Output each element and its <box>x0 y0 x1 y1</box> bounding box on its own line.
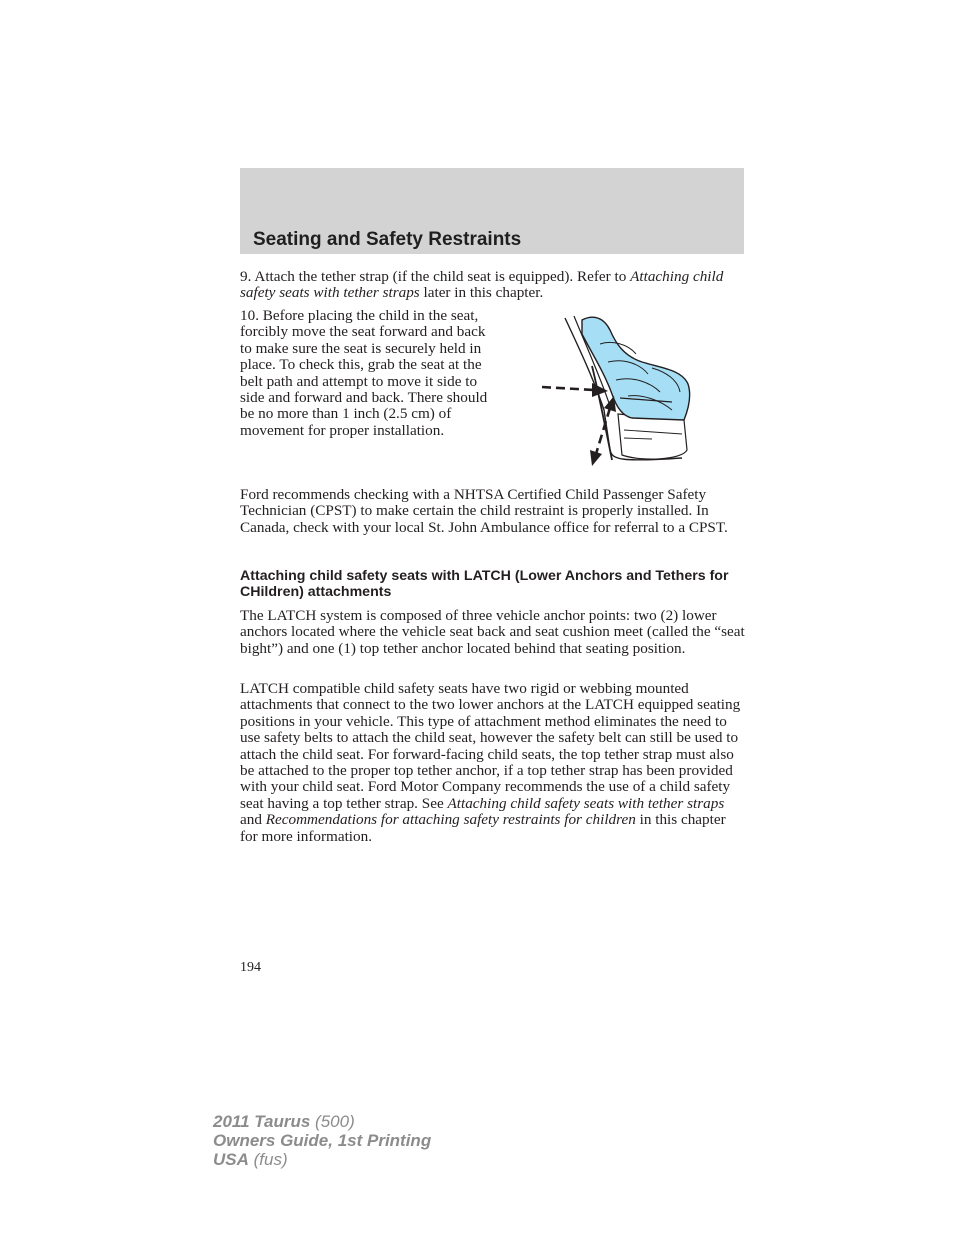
cpst-paragraph: Ford recommends checking with a NHTSA Certified Child Passenger Safety Technician (CPST) to make certain the child restraint is properly installed. In Canada, check with your local St. John Ambulance office for referral to a CPST. <box>240 486 728 536</box>
tether-straps-reference: Attaching child safety seats with tether straps <box>447 794 725 812</box>
document-footer <box>213 1112 431 1169</box>
latch-paragraph-1: The LATCH system is composed of three vehicle anchor points: two (2) lower anchors located where the vehicle seat back and seat cushion meet (called the “seat bight”) and one (1) top tether anchor located behind that seating position. <box>240 607 745 657</box>
page-number: 194 <box>240 960 261 975</box>
latch-paragraph-2-and: and <box>240 811 266 829</box>
step-10-paragraph: 10. Before placing the child in the seat, forcibly move the seat forward and back to make sure the seat is securely held in place. To check this, grab the seat at the belt path and attempt to move it side to side and forward and back. There should be no more than 1 inch (2.5 cm) of movement for proper installation. <box>240 307 488 439</box>
section-title: Seating and Safety Restraints <box>253 229 522 250</box>
latch-paragraph-2-text: LATCH compatible child safety seats have two rigid or webbing mounted attachments that connect to the two lower anchors at the LATCH equipped seating positions in your vehicle. This type of attachment method eliminates the need to use safety belts to attach the child seat, however the safety belt can still be used to attach the child seat. For forward-facing child seats, the top tether strap must also be attached to the proper top tether anchor, if a top tether strap has been provided with your child seat. Ford Motor Company recommends the use of a child safety seat having a top tether strap. See <box>240 680 741 812</box>
footer-line-model: 2011 Taurus (500) <box>213 1112 355 1131</box>
step-9-paragraph <box>240 269 746 302</box>
latch-paragraph-2 <box>240 681 746 845</box>
recommendations-reference: Recommendations for attaching safety restraints for children <box>265 811 636 829</box>
footer-line-edition: Owners Guide, 1st Printing <box>213 1131 432 1150</box>
child-seat-movement-illustration <box>532 310 702 475</box>
step-9-text-end: later in this chapter. <box>419 284 544 302</box>
step-9-reference: Attaching child safety seats with tether straps <box>240 268 724 302</box>
latch-paragraph-2-end: in this chapter for more information. <box>240 811 726 845</box>
footer-line-market: USA (fus) <box>213 1150 288 1169</box>
latch-section-heading: Attaching child safety seats with LATCH (Lower Anchors and Tethers for CHildren) attachments <box>240 568 729 601</box>
step-9-text: 9. Attach the tether strap (if the child seat is equipped). Refer to <box>240 268 631 285</box>
